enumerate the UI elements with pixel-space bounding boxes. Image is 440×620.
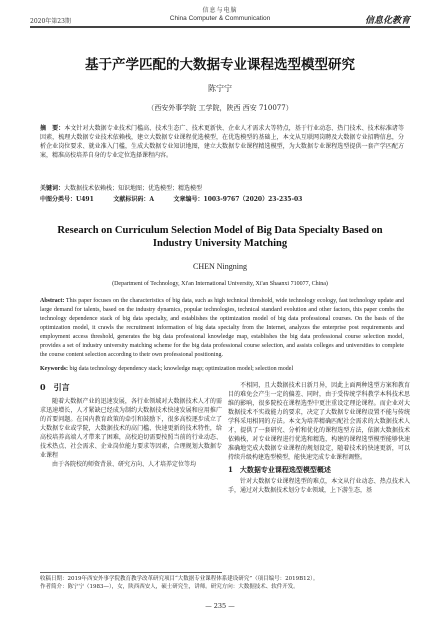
keywords-en [40, 366, 404, 372]
footnote-funding: 收稿日期：2019年西安外事学院教育教学改革研究项目“大数据专业课程体系建设研究”（项目编号：2019B12）。 [40, 576, 319, 582]
keywords-cn [40, 183, 404, 192]
body-paragraph: 针对大数据专业课程选型的难点，本文从行业动态、热点技术入手，通过对大数据技术划分专业领域，上下游生态，基 [228, 478, 410, 494]
body-paragraph: 随着大数据产业的迅速发展，各行业领域对大数据技术人才的需求迅速增长，人才紧缺已经成为制约大数据技术快速发展和应用推广的首要问题。在国内教育政策的牵引和鼓励下，很多高校逐步成立了大数据专业或学院，大数据技术的高门槛、快速更新的技术特性，给高校培养高端人才带来了困难，高校迫切需要按照当前的行业动态、技术热点、社会需求、企业岗位能力要求等因素，合理规划大数据专业课程 [40, 398, 222, 459]
keywords-cn-label: 关键词： [40, 185, 65, 192]
keywords-en-text: big data technology dependency stack; knowledge map; optimization model; selection model [69, 366, 294, 372]
abstract-en [40, 297, 404, 360]
body-column-left [40, 381, 222, 469]
abstract-en-label: Abstract: [40, 298, 65, 304]
header-rule [30, 26, 410, 28]
abstract-cn-text: 本文针对大数据专业技术门槛高、技术生态广、技术更新快、企业人才需求大等特点，基于行业动态、热门技术、技术标准诸等因素，梳理大数据专业技术依赖栈，建立大数据专业课程优选模型，在优选模型的基础上，本文从互联网岗聘及大数据专业招聘信息，分析企业岗位要求、就业准入门槛，生成大数据专业知识地图，建立大数据专业课程精选模型，为大数据专业课程选型提供一套产学匹配方案，精准高校培养自身的专业定位选择课程内容。 [40, 125, 404, 159]
body-paragraph: 由于各院校的师资背景、研究方向、人才培养定位等均 [52, 461, 197, 468]
keywords-cn-text: 大数据技术依赖栈；知识地图；优选模型；精选模型 [64, 185, 203, 192]
page-number: — 235 — [205, 602, 235, 610]
section-heading-introduction: 0 引言 [40, 382, 70, 392]
abstract-cn [40, 124, 404, 160]
section-brand: 信息化教育 [364, 16, 410, 26]
journal-logo: 信息与电脑 [202, 7, 238, 14]
clc-number: 中图分类号：U491 [40, 196, 94, 203]
affiliation-cn: （西安外事学院 工学院，陕西 西安 710077） [147, 104, 293, 112]
issue-label: 2020年第23期 [30, 18, 71, 25]
affiliation-en: (Department of Technology, Xi'an International University, Xi'an Shaanxi 710077, China) [112, 281, 328, 287]
article-number: 文章编号：1003-9767（2020）23-235-03 [173, 196, 303, 203]
body-paragraph: 不相同，且大数据技术日新月异，因此上面两种选型方案和教育目的难免会产生一定的偏差、同时，由于受传统学科教学本科技术思维的影响，很多院校在课程选型中更注重设定理论课程。而企业对大数据技术不实战能力的要求，决定了大数据专业课程设置不能与传统学科采用相同的方法。本文为培养精确匹配社会需求的大数据技术人才，提供了一套研究、分析和优化的课程选型方法，依据大数据技术依赖栈，对专业课程进行优选和精选，构建的课程选型模型能够快速准确地完成大数据专业课程的规划设定，随着技术的快速更新，可以持续升级构建选型模型，能快速完成专业课程调整。 [228, 382, 410, 461]
section-heading-model-overview: 1 大数据专业课程选型模型概述 [228, 465, 331, 474]
abstract-cn-label: 摘 要： [40, 125, 65, 132]
journal-name-en: China Computer & Communication [169, 15, 271, 22]
author-en: CHEN Ningning [193, 262, 247, 271]
keywords-en-label: Keywords: [40, 366, 68, 372]
footnote [40, 575, 404, 591]
classification-cn [40, 194, 404, 203]
title-en: Research on Curriculum Selection Model of Big Data Specialty Based on Industry University Matching [57, 225, 383, 249]
footnote-author-bio: 作者简介：陈宁宁（1983—），女，陕西西安人，硕士研究生，讲师。研究方向：大数据技术、软件开发。 [40, 584, 299, 590]
document-code: 文献标识码：A [113, 196, 154, 203]
body-column-right [228, 381, 410, 495]
author-cn: 陈宁宁 [208, 84, 232, 93]
title-cn: 基于产学匹配的大数据专业课程选型模型研究 [85, 57, 355, 73]
abstract-en-text: This paper focuses on the characteristics of big data, such as high technical threshold, wide technology ecology, fast technology update and large demand for talents, based on the industry dynamics, popular technologies, technical standard evolution and other factors, this paper combs the technology dependence stack of big data specialty, and establishes the optimization model of big data professional courses. On the basis of the optimization model, it crawls the recruitment information of big data specialty from the Internet, analyzes the enterprise post requirements and employment access threshold, generates the big data professional knowledge map, establishes the big data professional course selection model, provides a set of industry university matching scheme for the big data professional course selection, and assists colleges and universities to complete the course content selection according to their own professional positioning. [40, 298, 404, 358]
footnote-rule [40, 572, 222, 573]
running-header [30, 4, 410, 44]
